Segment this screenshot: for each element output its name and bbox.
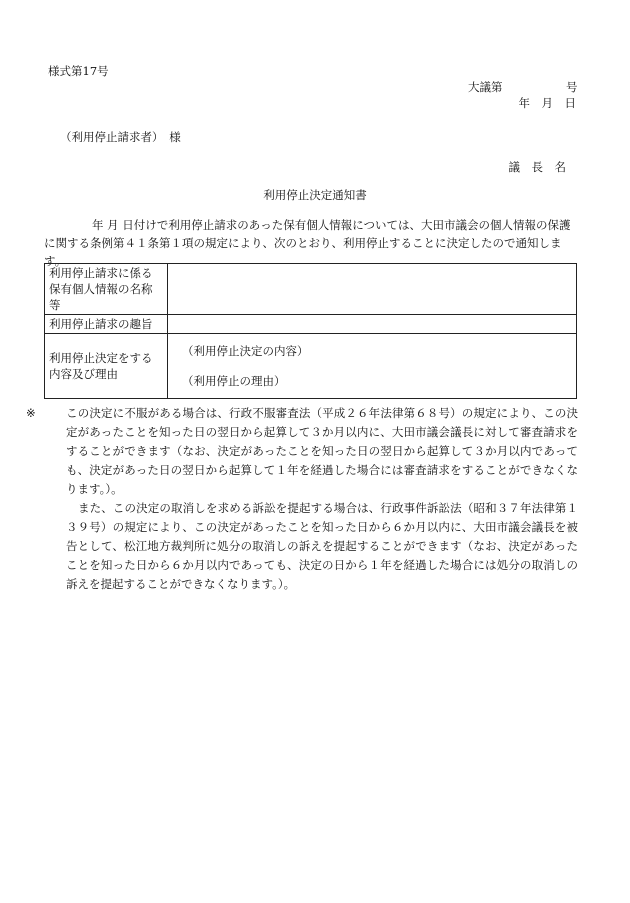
row-label-decision: 利用停止決定をする内容及び理由 — [45, 334, 168, 399]
note-mark: ※ — [26, 406, 36, 420]
table-row — [45, 334, 577, 399]
row-value-name — [168, 264, 577, 315]
row-value-purpose — [168, 315, 577, 334]
table-row — [45, 264, 577, 315]
document-number-label: 大議第 — [468, 80, 503, 94]
decision-content-label: （利用停止決定の内容） — [182, 344, 309, 358]
issue-date: 年 月 日 — [518, 96, 576, 110]
note-paragraph-lawsuit: また、この決定の取消しを求める訴訟を提起する場合は、行政事件訴訟法（昭和３７年法律第１３９号）の規定により、この決定があったことを知った日から６か月以内に、大田市議会議長を被告として、松江地方裁判所に処分の取消しの訴えを提起することができます（なお、決定があったことを知った日から６か月以内であっても、決定の日から１年を経過した場合には処分の取消しの訴えを提起することができなくなります。）。 — [66, 501, 578, 591]
document-title: 利用停止決定通知書 — [263, 188, 367, 202]
notes-section — [26, 404, 578, 594]
note-appeal-text: この決定に不服がある場合は、行政不服審査法（平成２６年法律第６８号）の規定により、この決定があったことを知った日の翌日から起算して３か月以内に、大田市議会議長に対して審査請求をすることができます（なお、決定があったことを知った日の翌日から起算して３か月以内であっても、決定があった日の翌日から起算して１年を経過した場合には審査請求をすることができなくなります。）。 — [66, 406, 578, 496]
row-label-purpose: 利用停止請求の趣旨 — [45, 315, 168, 334]
row-label-name: 利用停止請求に係る保有個人情報の名称等 — [45, 264, 168, 315]
row-value-decision — [168, 334, 577, 399]
intro-paragraph: 年 月 日付けで利用停止請求のあった保有個人情報については、大田市議会の個人情報の保護に関する条例第４１条第１項の規定により、次のとおり、利用停止することに決定したので通知します。 — [44, 218, 571, 268]
document-number-suffix: 号 — [566, 80, 578, 94]
info-table — [44, 263, 577, 399]
note-paragraph-appeal — [26, 404, 578, 499]
form-number: 様式第17号 — [48, 64, 109, 78]
table-row — [45, 315, 577, 334]
issuer-name: 議 長 名 — [508, 160, 566, 174]
decision-reason-label: （利用停止の理由） — [182, 374, 286, 388]
recipient: （利用停止請求者） 様 — [60, 130, 181, 144]
